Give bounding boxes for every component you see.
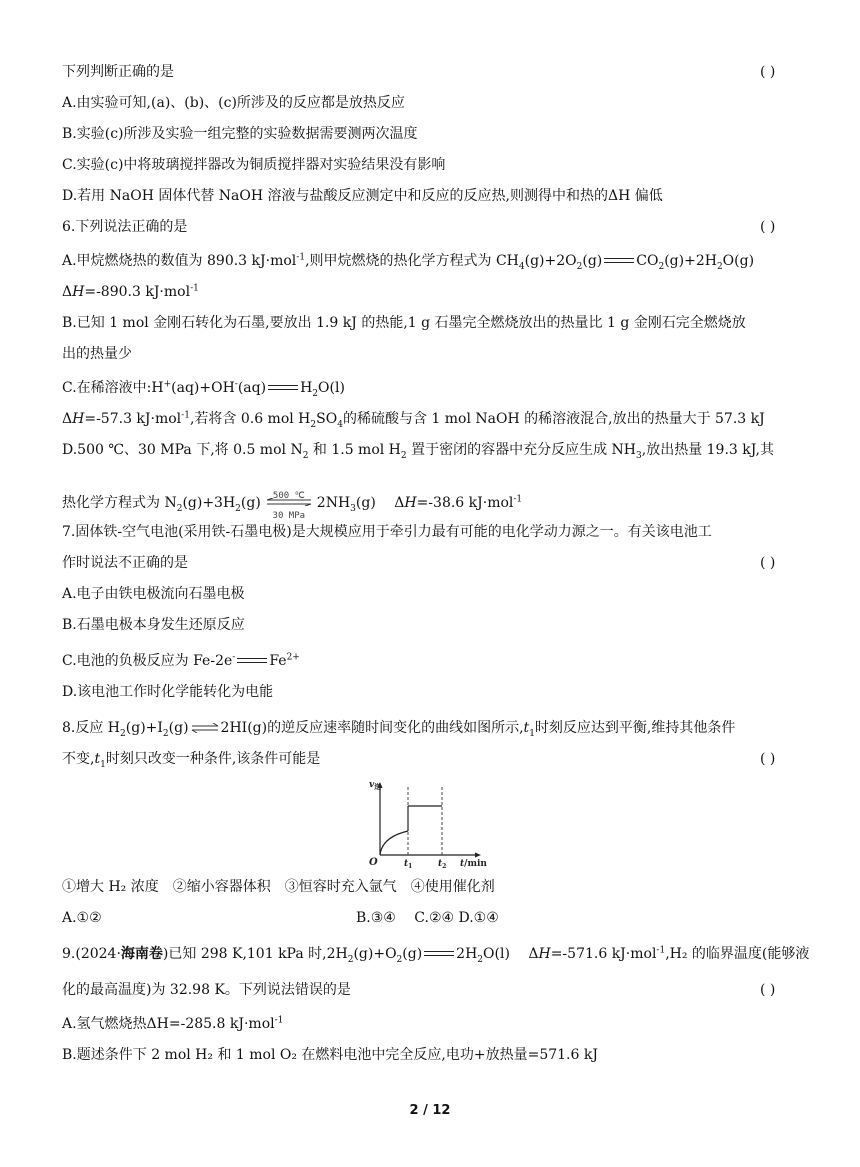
y-axis-label: $v_逆$ bbox=[369, 780, 382, 791]
q8-option-a: A.①② bbox=[62, 910, 102, 926]
q9-stem-line1: 9.(2024·海南卷)已知 298 K,101 kPa 时$,2H_2(g)+O_2(g)$ $2H_2O(l)$ ΔH=-571.6 kJ·mol$^{-1}$,H₂ 的临界温度(能够液 bbox=[62, 945, 810, 965]
answer-paren: ( ) bbox=[760, 555, 776, 571]
answer-paren: ( ) bbox=[760, 219, 776, 235]
q7-option-b: B.石墨电极本身发生还原反应 bbox=[62, 617, 245, 633]
reaction-condition-arrow: 500 ℃ 30 MPa bbox=[265, 490, 313, 516]
reversible-arrow-icon bbox=[191, 723, 219, 733]
q5-option-c: C.实验(c)中将玻璃搅拌器改为铜质搅拌器对实验结果没有影响 bbox=[62, 157, 446, 173]
q7-stem-line2: 作时说法不正确的是 bbox=[62, 555, 188, 571]
q6-option-d-line1: D.500 ℃、30 MPa 下,将 0.5 mol $N_2$ 和 1.5 mol $H_2$ 置于密闭的容器中充分反应生成 $NH_3$,放出热量 19.3 kJ,其 bbox=[62, 442, 774, 461]
q5-stem: 下列判断正确的是 bbox=[62, 64, 174, 80]
answer-paren: ( ) bbox=[760, 751, 776, 767]
x-axis-label: t/min bbox=[460, 859, 487, 869]
q6-stem: 6.下列说法正确的是 bbox=[62, 219, 188, 235]
q7-option-c: C.电池的负极反应为 Fe-2e- $Fe^{2+}$ bbox=[62, 652, 300, 669]
q5-option-d: D.若用 NaOH 固体代替 NaOH 溶液与盐酸反应测定中和反应的反应热,则测得中和热的ΔH 偏低 bbox=[62, 188, 663, 204]
tick-label-t1: $t_1$ bbox=[404, 859, 413, 870]
q7-stem-line1: 7.固体铁-空气电池(采用铁-石墨电极)是大规模应用于牵引力最有可能的电化学动力源之一。有关该电池工 bbox=[62, 524, 712, 540]
q6-option-a-dh: ΔH=-890.3 kJ·mol$^{-1}$ bbox=[62, 283, 199, 300]
q6-option-d-line2: 热化学方程式为 $N_2(g)+3H_2(g)$ 500 ℃ 30 MPa $2NH_3(g)$ ΔH=-38.6 kJ·mol$^{-1}$ bbox=[62, 491, 523, 521]
rate-time-chart bbox=[368, 775, 498, 870]
q7-option-a: A.电子由铁电极流向石墨电极 bbox=[62, 586, 245, 602]
answer-paren: ( ) bbox=[760, 982, 776, 998]
q5-option-b: B.实验(c)所涉及实验一组完整的实验数据需要测两次温度 bbox=[62, 126, 418, 142]
q5-option-a: A.由实验可知,(a)、(b)、(c)所涉及的反应都是放热反应 bbox=[62, 95, 405, 111]
source-label: 海南卷 bbox=[120, 946, 163, 962]
q8-statements: ①增大 H₂ 浓度 ②缩小容器体积 ③恒容时充入氩气 ④使用催化剂 bbox=[62, 879, 495, 895]
q9-stem-line2: 化的最高温度)为 32.98 K。下列说法错误的是 bbox=[62, 982, 351, 998]
q6-option-a: A.甲烷燃烧热的数值为 890.3 kJ·mol$^{-1}$,则甲烷燃烧的热化学方程式为 $CH_4(g)+2O_2(g)$ $CO_2(g)+2H_2O(g)$ bbox=[62, 252, 755, 272]
q8-stem-line2: 不变$,t_1$时刻只改变一种条件,该条件可能是 bbox=[62, 751, 321, 770]
q8-options-bcd: B.③④ C.②④ D.①④ bbox=[356, 910, 499, 926]
page-number: 2 / 12 bbox=[409, 1103, 451, 1118]
q9-option-a: A.氢气燃烧热ΔH=-285.8 kJ·mol$^{-1}$ bbox=[62, 1015, 284, 1032]
q6-option-b-line1: B.已知 1 mol 金刚石转化为石墨,要放出 1.9 kJ 的热能,1 g 石墨完全燃烧放出的热量比 1 g 金刚石完全燃烧放 bbox=[62, 315, 746, 331]
q6-option-c-line1: C.在稀溶液中:H+(aq)+OH-(aq) $H_2O(l)$ bbox=[62, 379, 345, 399]
q7-option-d: D.该电池工作时化学能转化为电能 bbox=[62, 684, 274, 700]
tick-label-t2: $t_2$ bbox=[438, 859, 447, 870]
q6-option-b-line2: 出的热量少 bbox=[62, 346, 132, 362]
q8-stem-line1: 8.反应 $H_2(g)+I_2(g)$ 2HI(g)的逆反应速率随时间变化的曲线如图所示$,t_1$时刻反应达到平衡,维持其他条件 bbox=[62, 720, 736, 739]
q9-option-b: B.题述条件下 2 mol H₂ 和 1 mol O₂ 在燃料电池中完全反应,电功+放热量=571.6 kJ bbox=[62, 1047, 598, 1063]
q6-option-c-line2: ΔH=-57.3 kJ·mol$^{-1}$,若将含 0.6 mol $H_2SO_4$的稀硫酸与含 1 mol NaOH 的稀溶液混合,放出的热量大于 57.3 kJ bbox=[62, 410, 765, 430]
x-axis-arrow-icon bbox=[475, 853, 481, 858]
rate-curve-rising bbox=[380, 831, 408, 855]
origin-label: O bbox=[369, 857, 378, 868]
answer-paren: ( ) bbox=[760, 64, 776, 80]
